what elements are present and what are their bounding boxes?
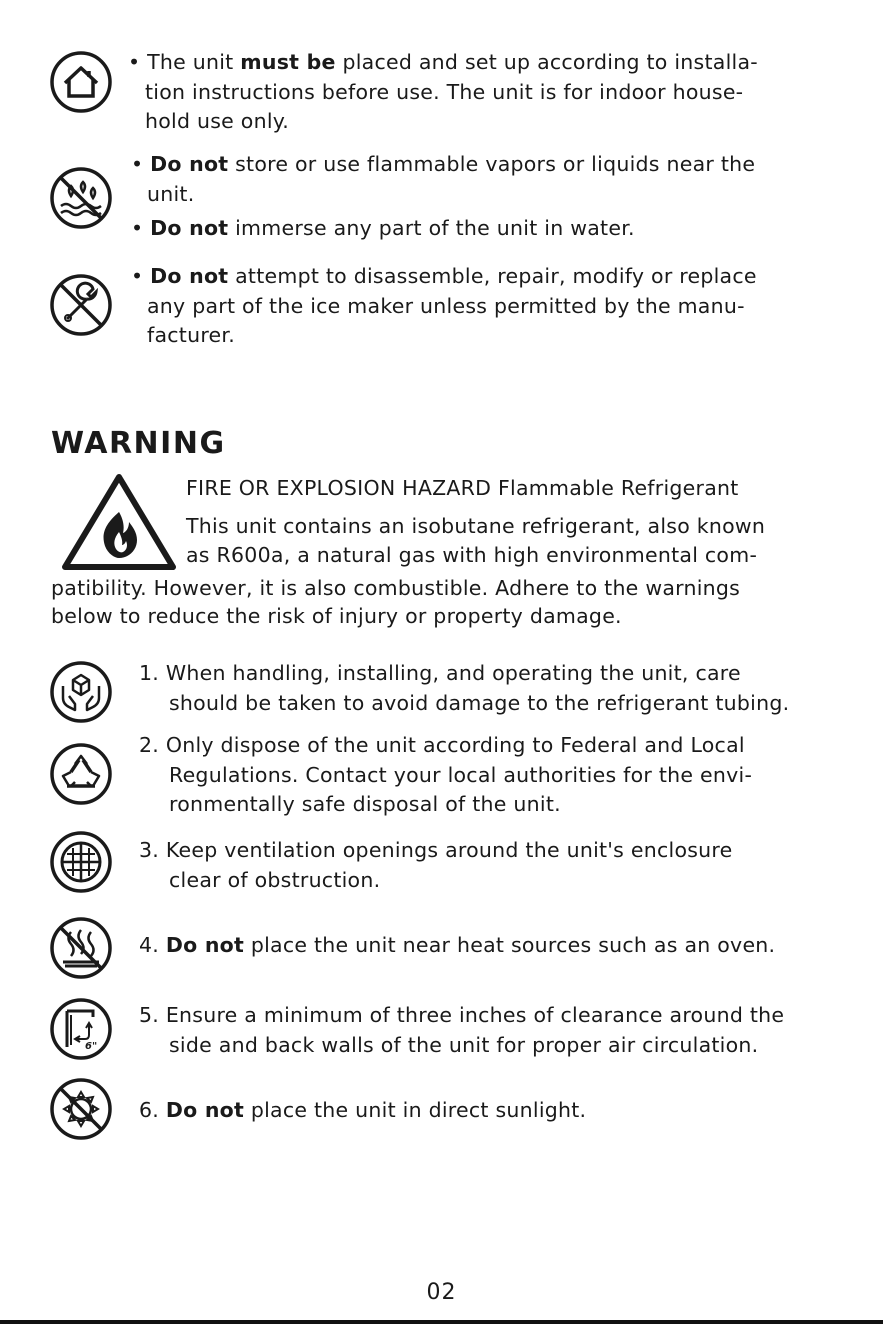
numbered-item-4: 4. Do not place the unit near heat sources such as an oven. xyxy=(139,933,776,957)
numbered-item-2: 2. Only dispose of the unit according to Federal and Local Regulations. Contact your local authorities for the envi- ronmentally safe disposal of the unit. xyxy=(139,733,753,816)
numbered-item-6: 6. Do not place the unit in direct sunlight. xyxy=(139,1098,587,1122)
clearance-label: 6" xyxy=(85,1041,98,1052)
wall-clearance-icon xyxy=(49,997,113,1061)
warning-text-2: as R600a, a natural gas with high environmental com- xyxy=(186,543,758,567)
safety-item-1: • The unit must be placed and set up according to installa- tion instructions before use. The unit is for indoor house- hold use only. xyxy=(128,50,758,133)
safety-item-2: • Do not store or use flammable vapors or liquids near the unit. • Do not immerse any part of the unit in water. xyxy=(131,152,756,240)
warning-title: FIRE OR EXPLOSION HAZARD Flammable Refrigerant xyxy=(186,476,739,500)
handle-with-care-icon xyxy=(49,660,113,724)
warning-text-3: patibility. However, it is also combustible. Adhere to the warnings xyxy=(51,576,741,600)
page-number: 02 xyxy=(426,1280,457,1305)
numbered-item-3: 3. Keep ventilation openings around the unit's enclosure clear of obstruction. xyxy=(139,838,733,892)
page-bottom-rule xyxy=(0,1320,883,1324)
numbered-item-5: 5. Ensure a minimum of three inches of clearance around the side and back walls of the unit for proper air circulation. xyxy=(139,1003,785,1057)
no-heat-source-icon xyxy=(49,916,113,980)
no-repair-tools-icon xyxy=(49,273,113,337)
warning-text-1: This unit contains an isobutane refrigerant, also known xyxy=(186,514,766,538)
safety-item-3: • Do not attempt to disassemble, repair, modify or replace any part of the ice maker unless permitted by the manu- facturer. xyxy=(131,264,757,347)
warning-heading: WARNING xyxy=(51,426,226,461)
fire-hazard-triangle-icon xyxy=(60,472,178,572)
ventilation-fan-icon xyxy=(49,830,113,894)
no-flammable-liquids-icon xyxy=(49,166,113,230)
house-icon xyxy=(49,50,113,114)
numbered-item-1: 1. When handling, installing, and operating the unit, care should be taken to avoid damage to the refrigerant tubing. xyxy=(139,661,790,715)
recycle-icon xyxy=(49,742,113,806)
no-sunlight-icon xyxy=(49,1077,113,1141)
warning-text-4: below to reduce the risk of injury or property damage. xyxy=(51,604,622,628)
